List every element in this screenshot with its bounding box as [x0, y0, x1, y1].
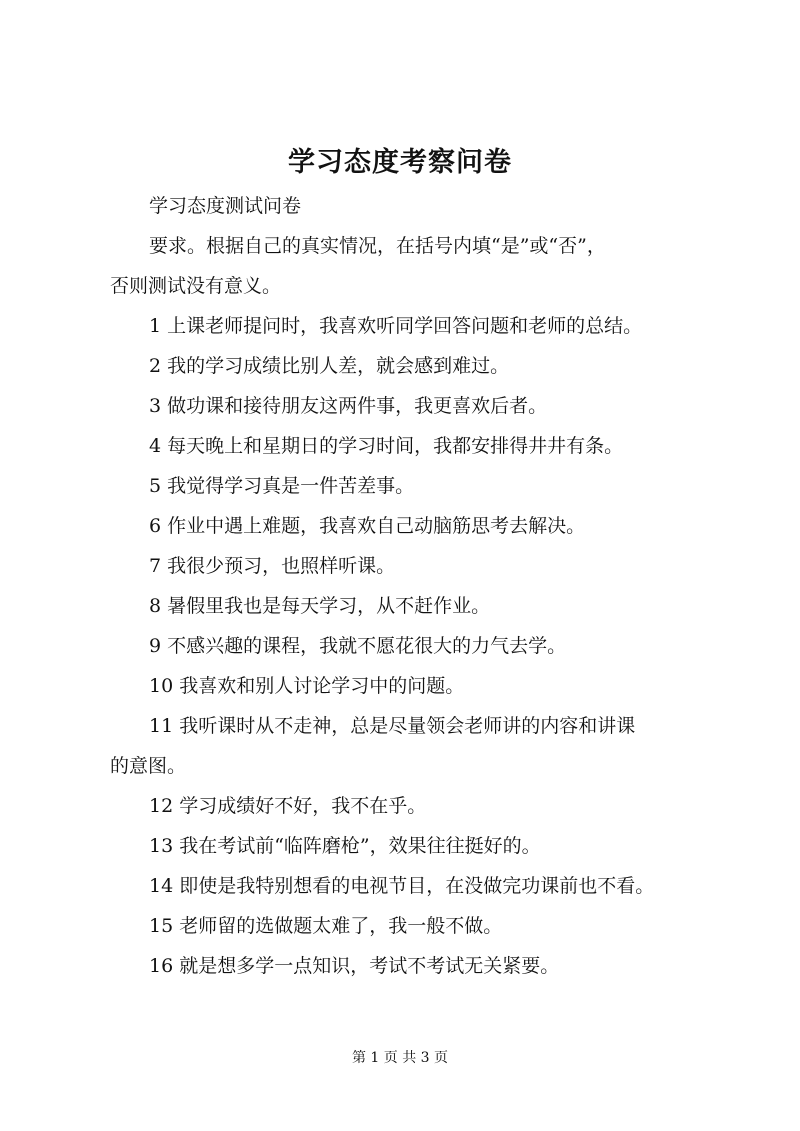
question-5: 5 我觉得学习真是一件苦差事。 — [149, 475, 415, 497]
requirement-line-1: 要求。根据自己的真实情况，在括号内填“是”或“否”， — [149, 235, 606, 257]
question-12: 12 学习成绩好不好，我不在乎。 — [149, 795, 427, 817]
question-2: 2 我的学习成绩比别人差，就会感到难过。 — [149, 355, 510, 377]
question-8: 8 暑假里我也是每天学习，从不赶作业。 — [149, 595, 491, 617]
question-16: 16 就是想多学一点知识，考试不考试无关紧要。 — [149, 955, 560, 977]
question-13: 13 我在考试前“临阵磨枪”，效果往往挺好的。 — [149, 835, 541, 857]
question-4: 4 每天晚上和星期日的学习时间，我都安排得井井有条。 — [149, 435, 624, 457]
question-14: 14 即使是我特别想看的电视节目，在没做完功课前也不看。 — [149, 875, 655, 897]
page-footer: 第 1 页 共 3 页 — [351, 1050, 449, 1066]
question-11-line-2: 的意图。 — [110, 755, 187, 777]
document-body — [110, 186, 708, 986]
requirement-line-2: 否则测试没有意义。 — [110, 275, 282, 297]
question-3: 3 做功课和接待朋友这两件事，我更喜欢后者。 — [149, 395, 548, 417]
question-11-line-1: 11 我听课时从不走神，总是尽量领会老师讲的内容和讲课 — [149, 715, 636, 737]
question-15: 15 老师留的选做题太难了，我一般不做。 — [149, 915, 503, 937]
question-1: 1 上课老师提问时，我喜欢听同学回答问题和老师的总结。 — [149, 315, 643, 337]
question-9: 9 不感兴趣的课程，我就不愿花很大的力气去学。 — [149, 635, 567, 657]
document-title: 学习态度考察问卷 — [288, 147, 512, 178]
question-10: 10 我喜欢和别人讨论学习中的问题。 — [149, 675, 465, 697]
question-7: 7 我很少预习，也照样听课。 — [149, 555, 396, 577]
subtitle: 学习态度测试问卷 — [149, 195, 302, 217]
question-6: 6 作业中遇上难题，我喜欢自己动脑筋思考去解决。 — [149, 515, 586, 537]
